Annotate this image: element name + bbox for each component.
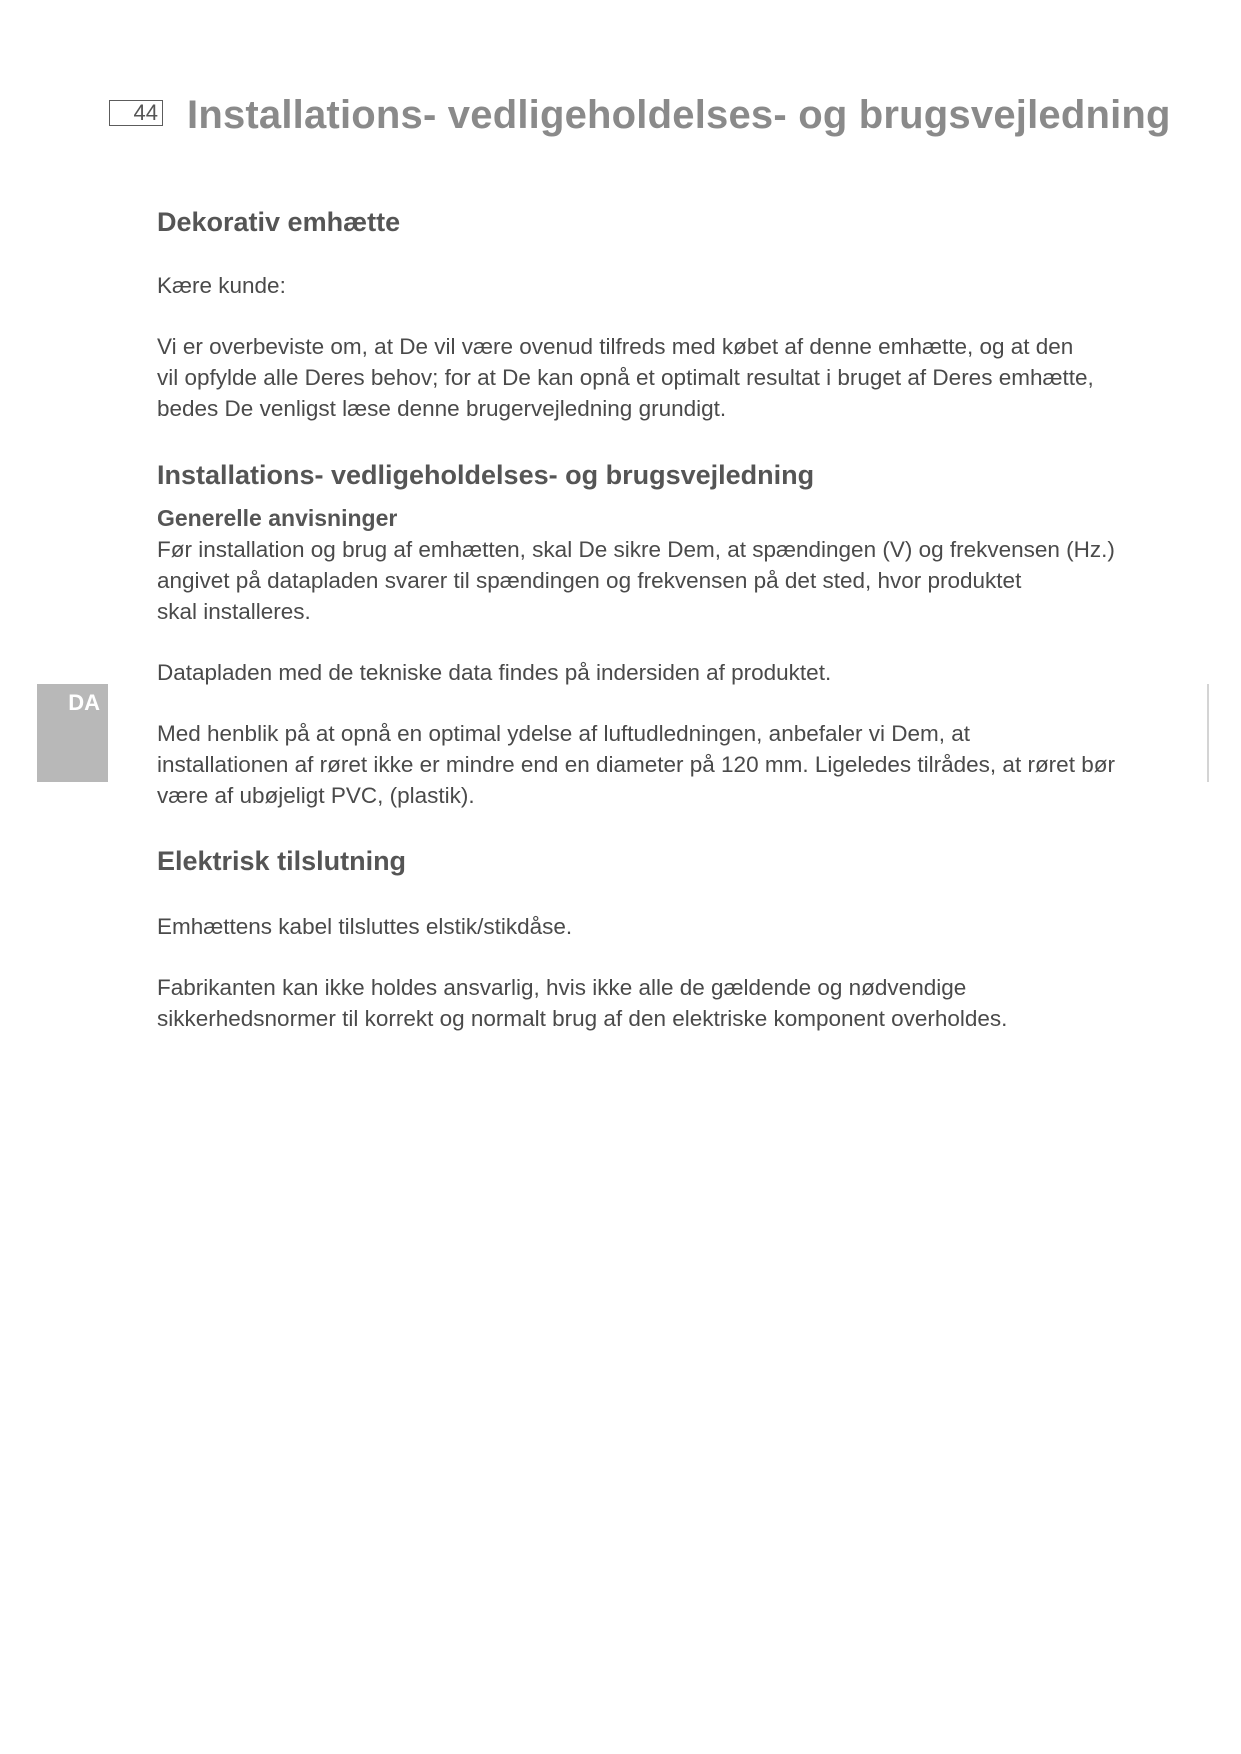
language-tab: DA — [37, 684, 108, 782]
paragraph-line: angivet på datapladen svarer til spændingen og frekvensen på det sted, hvor produktet — [157, 568, 1022, 593]
elektrisk-paragraph-1: Emhættens kabel tilsluttes elstik/stikdåse. — [157, 914, 573, 939]
intro-line: vil opfylde alle Deres behov; for at De kan opnå et optimalt resultat i bruget af Deres emhætte, — [157, 365, 1094, 390]
paragraph-line: sikkerhedsnormer til korrekt og normalt brug af den elektriske komponent overholdes. — [157, 1006, 1008, 1031]
paragraph-line: installationen af røret ikke er mindre end en diameter på 120 mm. Ligeledes tilrådes, at røret bør — [157, 752, 1115, 777]
intro-paragraph — [157, 331, 1157, 424]
intro-line: bedes De venligst læse denne brugervejledning grundigt. — [157, 396, 727, 421]
page-header — [109, 92, 1209, 142]
paragraph-line: skal installeres. — [157, 599, 311, 624]
installation-paragraph-3 — [157, 718, 1157, 811]
paragraph-line: Med henblik på at opnå en optimal ydelse af luftudledningen, anbefaler vi Dem, at — [157, 721, 971, 746]
greeting: Kære kunde: — [157, 273, 286, 298]
intro-line: Vi er overbeviste om, at De vil være ovenud tilfreds med købet af denne emhætte, og at den — [157, 334, 1074, 359]
installation-paragraph-1 — [157, 534, 1157, 627]
section-title-installation: Installations- vedligeholdelses- og brugsvejledning — [157, 460, 815, 490]
page-number: 44 — [109, 100, 163, 126]
paragraph-line: Fabrikanten kan ikke holdes ansvarlig, hvis ikke alle de gældende og nødvendige — [157, 975, 967, 1000]
paragraph-line: være af ubøjeligt PVC, (plastik). — [157, 783, 475, 808]
margin-rule — [1207, 684, 1209, 782]
elektrisk-paragraph-2 — [157, 972, 1157, 1034]
installation-paragraph-2: Datapladen med de tekniske data findes på indersiden af produktet. — [157, 660, 832, 685]
subsection-title-generelle: Generelle anvisninger — [157, 505, 398, 531]
page-title: Installations- vedligeholdelses- og brugsvejledning — [187, 93, 1171, 137]
section-title-elektrisk: Elektrisk tilslutning — [157, 846, 407, 876]
paragraph-line: Før installation og brug af emhætten, skal De sikre Dem, at spændingen (V) og frekvensen (Hz.) — [157, 537, 1115, 562]
section-title-dekorativ: Dekorativ emhætte — [157, 207, 401, 237]
